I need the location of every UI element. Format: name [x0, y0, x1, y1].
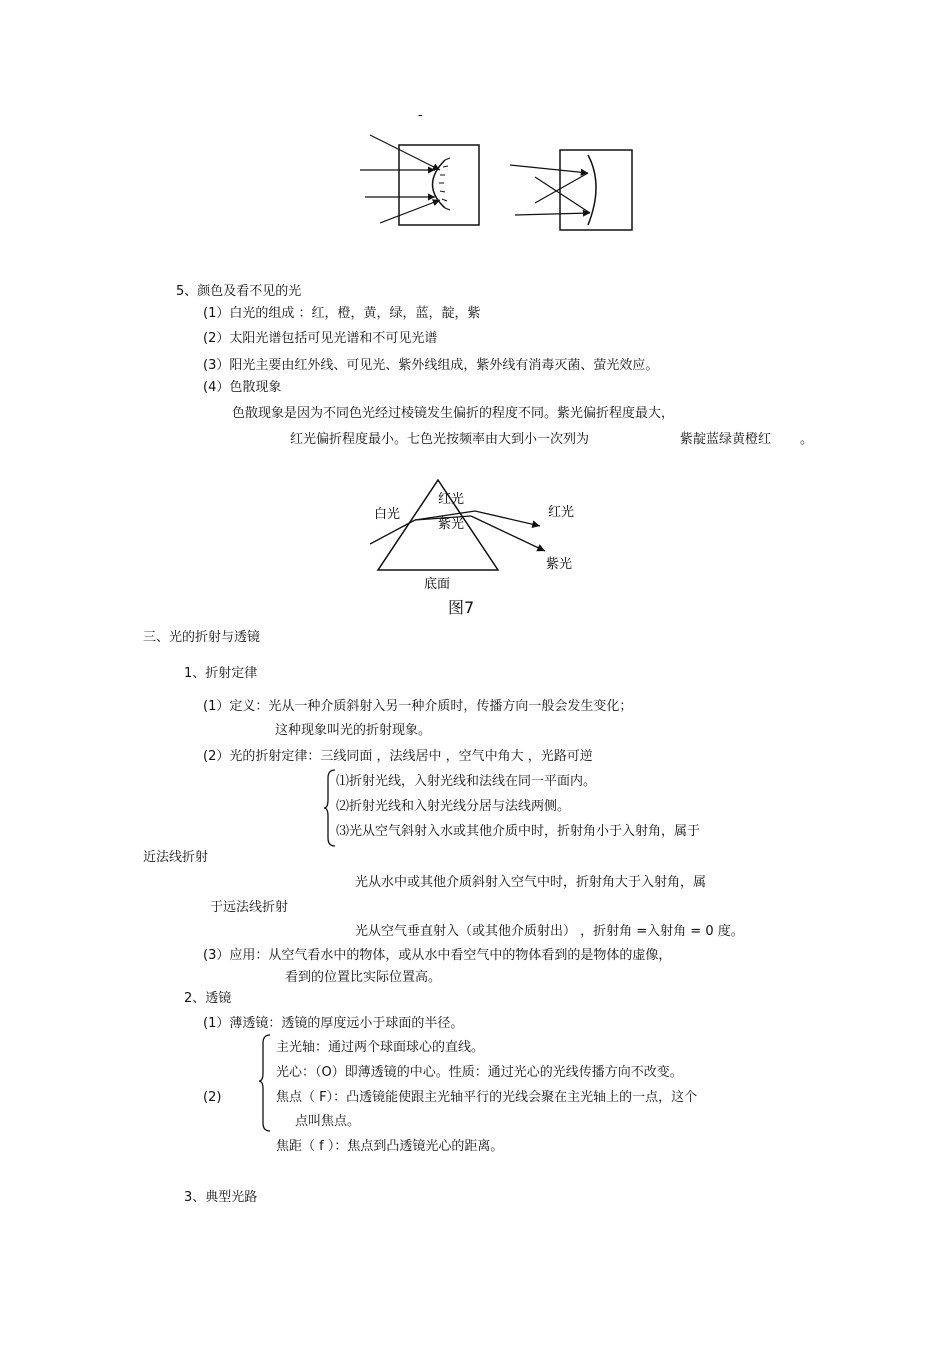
focus-line1: 焦点（ F）：凸透镜能使跟主光轴平行的光线会聚在主光轴上的一点，这个	[276, 1090, 698, 1105]
focus-line2: 点叫焦点。	[295, 1114, 361, 1129]
s5-item1: (1）白光的组成 ：红，橙，黄，绿，蓝，靛，紫	[203, 306, 481, 321]
right-mirror	[588, 155, 596, 225]
s5-item3: (3）阳光主要由红外线、可见光、紫外线组成，紫外线有消毒灭菌、萤光效应。	[203, 358, 659, 373]
typical-paths-heading: 3、典型光路	[184, 1190, 258, 1205]
law-item1: ⑴折射光线，入射光线和法线在同一平面内。	[336, 774, 597, 789]
application-line2: 看到的位置比实际位置高。	[285, 970, 442, 985]
red-ray	[475, 511, 540, 526]
section5-title: 5、颜色及看不见的光	[176, 284, 302, 299]
label-violet-in: 紫光	[438, 517, 465, 532]
lens-brace	[258, 1033, 272, 1133]
thin-lens: (1）薄透镜：透镜的厚度远小于球面的半径。	[203, 1016, 464, 1031]
section3-title: 三、光的折射与透镜	[143, 630, 261, 645]
white-ray	[370, 520, 415, 544]
application-line1: (3）应用：从空气看水中的物体，或从水中看空气中的物体看到的是物体的虚像，	[203, 948, 672, 963]
law-item3-cont: 近法线折射	[143, 850, 209, 865]
prism-figure	[360, 478, 600, 593]
law-item5: 光从空气垂直射入（或其他介质射出） ，折射角 =入射角 = 0 度。	[355, 924, 744, 939]
figure7-caption: 图7	[448, 598, 475, 617]
law-line: (2）光的折射定律：三线同面 ，法线居中 ，空气中角大 ，光路可逆	[203, 749, 593, 764]
mirror-figure	[350, 125, 650, 245]
s5-item4: (4）色散现象	[203, 380, 282, 395]
label-white: 白光	[374, 507, 401, 522]
s5-dispersion-line1: 色散现象是因为不同色光经过棱镜发生偏折的程度不同。紫光偏折程度最大，	[232, 406, 675, 421]
focal-length: 焦距（ f ）：焦点到凸透镜光心的距离。	[276, 1139, 504, 1154]
left-box	[399, 145, 479, 225]
law-item3: ⑶光从空气斜射入水或其他介质中时，折射角小于入射角，属于	[336, 824, 701, 839]
definition-line1: (1）定义：光从一种介质斜射入另一种介质时，传播方向一般会发生变化；	[203, 699, 633, 714]
s5-dispersion-line2: 红光偏折程度最小。七色光按频率由大到小一次列为	[290, 432, 590, 447]
law-brace	[323, 768, 337, 848]
law-item2: ⑵折射光线和入射光线分居与法线两侧。	[336, 799, 571, 814]
definition-line2: 这种现象叫光的折射现象。	[275, 723, 432, 738]
law-item4-cont: 于远法线折射	[210, 900, 289, 915]
label-violet-out: 紫光	[546, 557, 573, 572]
s5-item2: (2）太阳光谱包括可见光谱和不可见光谱	[203, 331, 438, 346]
lens-heading: 2、透镜	[184, 991, 232, 1006]
lens-item2-label: (2)	[203, 1090, 222, 1105]
optical-center: 光心：（O）即薄透镜的中心。性质：通过光心的光线传播方向不改变。	[276, 1065, 683, 1080]
law-item4: 光从水中或其他介质斜射入空气中时，折射角大于入射角，属	[355, 875, 707, 890]
label-red-in: 红光	[438, 492, 465, 507]
refraction-law-heading: 1、折射定律	[184, 666, 258, 681]
s5-period: 。	[800, 432, 814, 447]
figure-dash: -	[418, 108, 423, 123]
main-axis: 主光轴：通过两个球面球心的直线。	[276, 1040, 485, 1055]
label-base: 底面	[424, 577, 451, 592]
s5-color-order: 紫靛蓝绿黄橙红	[680, 432, 772, 447]
label-red-out: 红光	[548, 505, 575, 520]
